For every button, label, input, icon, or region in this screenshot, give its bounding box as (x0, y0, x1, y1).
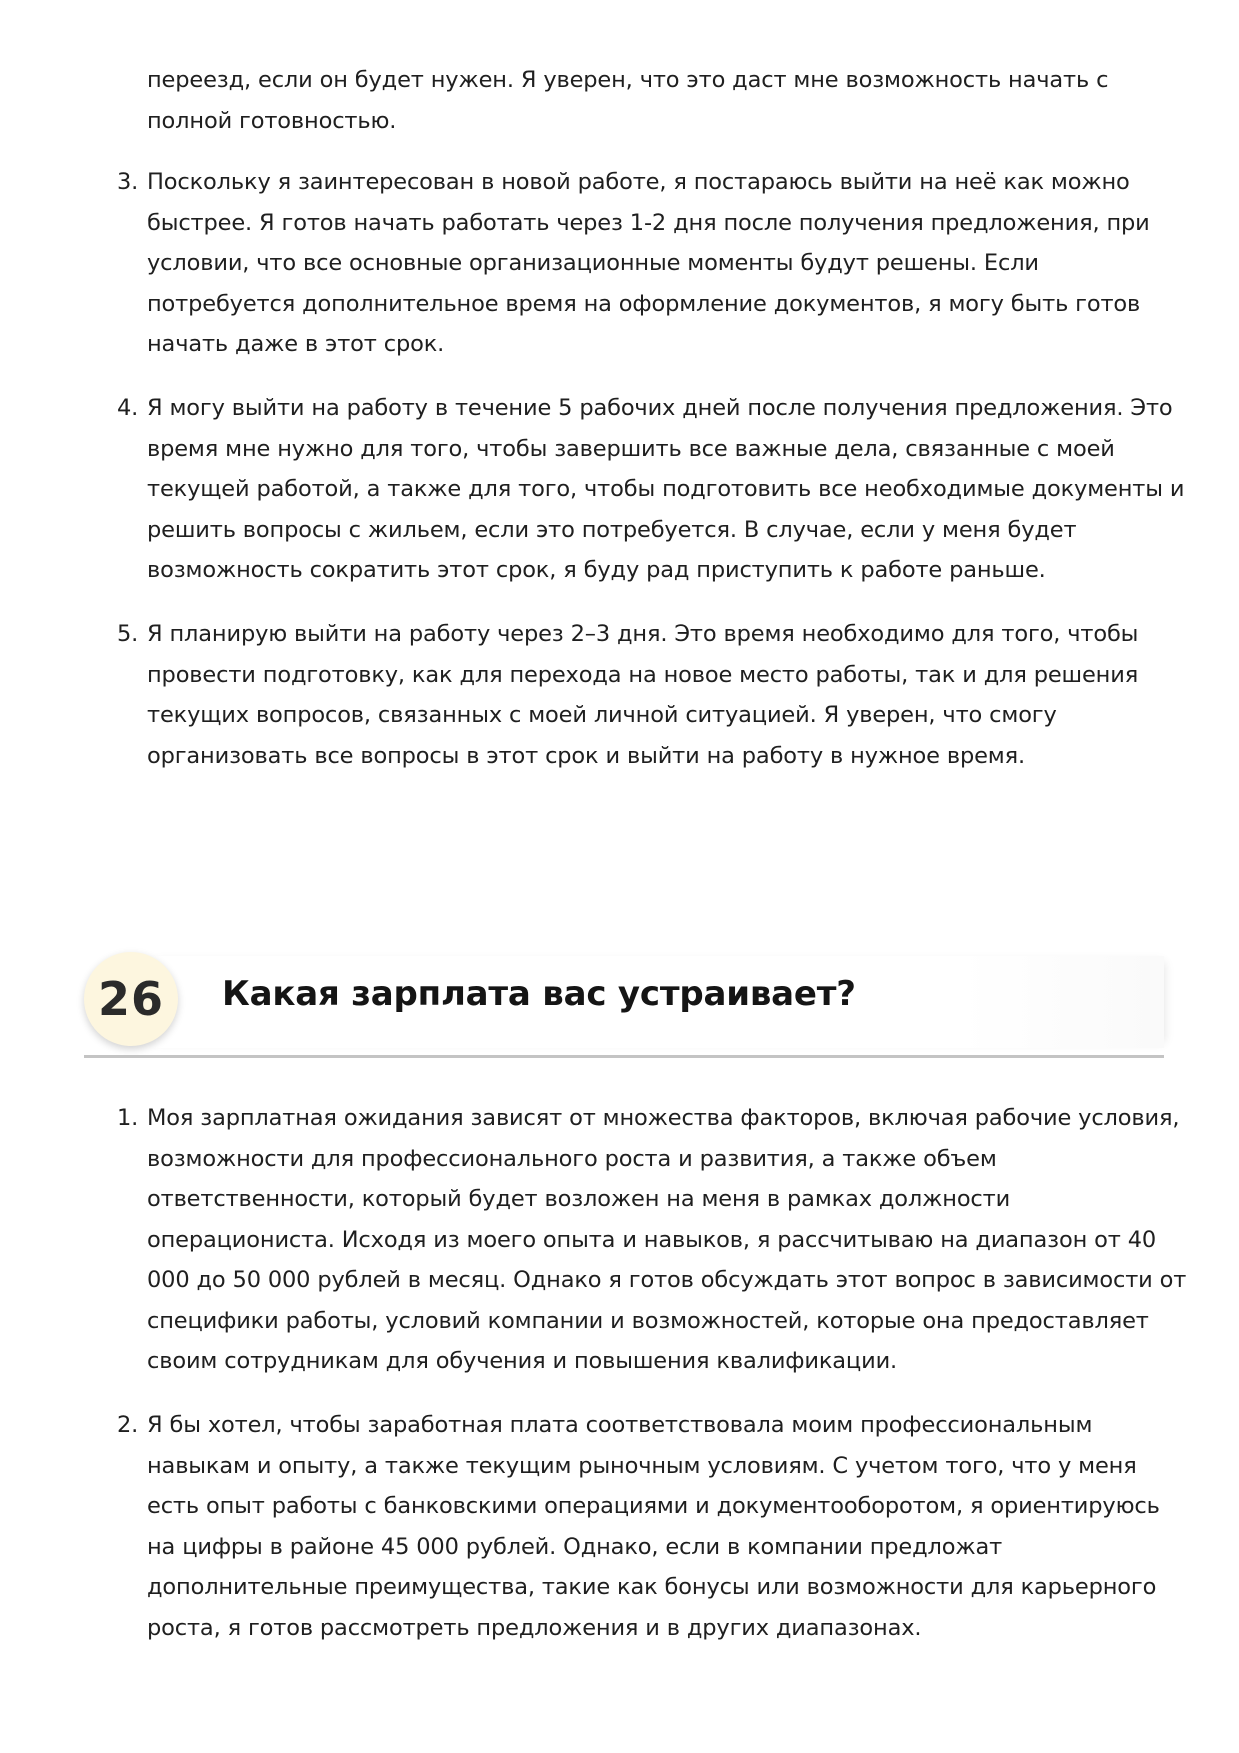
section-divider (84, 1055, 1164, 1058)
text-line: Я бы хотел, чтобы заработная плата соответствовала моим профессиональным (147, 1412, 1093, 1438)
text-line: полной готовностью. (147, 107, 397, 134)
text-line: операциониста. Исходя из моего опыта и навыков, я рассчитываю на диапазон от 40 (147, 1226, 1157, 1253)
section-title: Какая зарплата вас устраивает? (222, 974, 856, 1014)
list-item-number: 2. (117, 1412, 139, 1438)
section-number-badge: 26 (84, 952, 178, 1046)
list-item-continuation (147, 60, 1167, 141)
text-line: на цифры в районе 45 000 рублей. Однако, если в компании предложат (147, 1533, 1003, 1560)
list-item-number: 5. (117, 621, 139, 647)
text-line: быстрее. Я готов начать работать через 1-2 дня после получения предложения, при (147, 209, 1150, 236)
text-line: роста, я готов рассмотреть предложения и в других диапазонах. (147, 1614, 922, 1641)
text-line: ответственности, который будет возложен на меня в рамках должности (147, 1186, 1011, 1212)
list-item-number: 3. (117, 169, 139, 195)
list-item-4 (117, 388, 1185, 591)
text-line: текущей работой, а также для того, чтобы подготовить все необходимые документы и (147, 476, 1185, 502)
list-item-number: 1. (117, 1105, 139, 1131)
text-line: Поскольку я заинтересован в новой работе, я постараюсь выйти на неё как можно (147, 169, 1130, 195)
list-item-5 (117, 614, 1167, 776)
list-item-2 (117, 1405, 1167, 1648)
text-line: текущих вопросов, связанных с моей личной ситуацией. Я уверен, что смогу (147, 702, 1057, 728)
list-item-number: 4. (117, 395, 139, 421)
text-line: провести подготовку, как для перехода на новое место работы, так и для решения (147, 661, 1139, 688)
text-line: начать даже в этот срок. (147, 331, 445, 357)
text-line: время мне нужно для того, чтобы завершить все важные дела, связанные с моей (147, 435, 1115, 462)
text-line: есть опыт работы с банковскими операциями и документооборотом, я ориентируюсь (147, 1493, 1160, 1519)
text-line: возможности для профессионального роста и развития, а также объем (147, 1145, 997, 1172)
text-line: 000 до 50 000 рублей в месяц. Однако я готов обсуждать этот вопрос в зависимости от (147, 1267, 1187, 1293)
section-heading (84, 952, 1164, 1056)
text-line: возможность сократить этот срок, я буду рад приступить к работе раньше. (147, 557, 1046, 583)
text-line: дополнительные преимущества, такие как бонусы или возможности для карьерного (147, 1574, 1157, 1600)
text-line: навыкам и опыту, а также текущим рыночным условиям. С учетом того, что у меня (147, 1452, 1137, 1479)
text-line: Я могу выйти на работу в течение 5 рабочих дней после получения предложения. Это (147, 395, 1173, 421)
text-line: условии, что все основные организационные моменты будут решены. Если (147, 250, 1039, 276)
text-line: Моя зарплатная ожидания зависят от множества факторов, включая рабочие условия, (147, 1105, 1180, 1131)
text-line: переезд, если он будет нужен. Я уверен, что это даст мне возможность начать с (147, 67, 1109, 93)
text-line: специфики работы, условий компании и возможностей, которые она предоставляет (147, 1307, 1149, 1334)
list-item-3 (117, 162, 1167, 365)
text-line: решить вопросы с жильем, если это потребуется. В случае, если у меня будет (147, 516, 1077, 543)
text-line: потребуется дополнительное время на оформление документов, я могу быть готов (147, 290, 1141, 317)
text-line: своим сотрудникам для обучения и повышения квалификации. (147, 1348, 898, 1374)
text-line: Я планирую выйти на работу через 2–3 дня. Это время необходимо для того, чтобы (147, 621, 1139, 647)
list-item-1 (117, 1098, 1187, 1382)
text-line: организовать все вопросы в этот срок и выйти на работу в нужное время. (147, 742, 1026, 769)
